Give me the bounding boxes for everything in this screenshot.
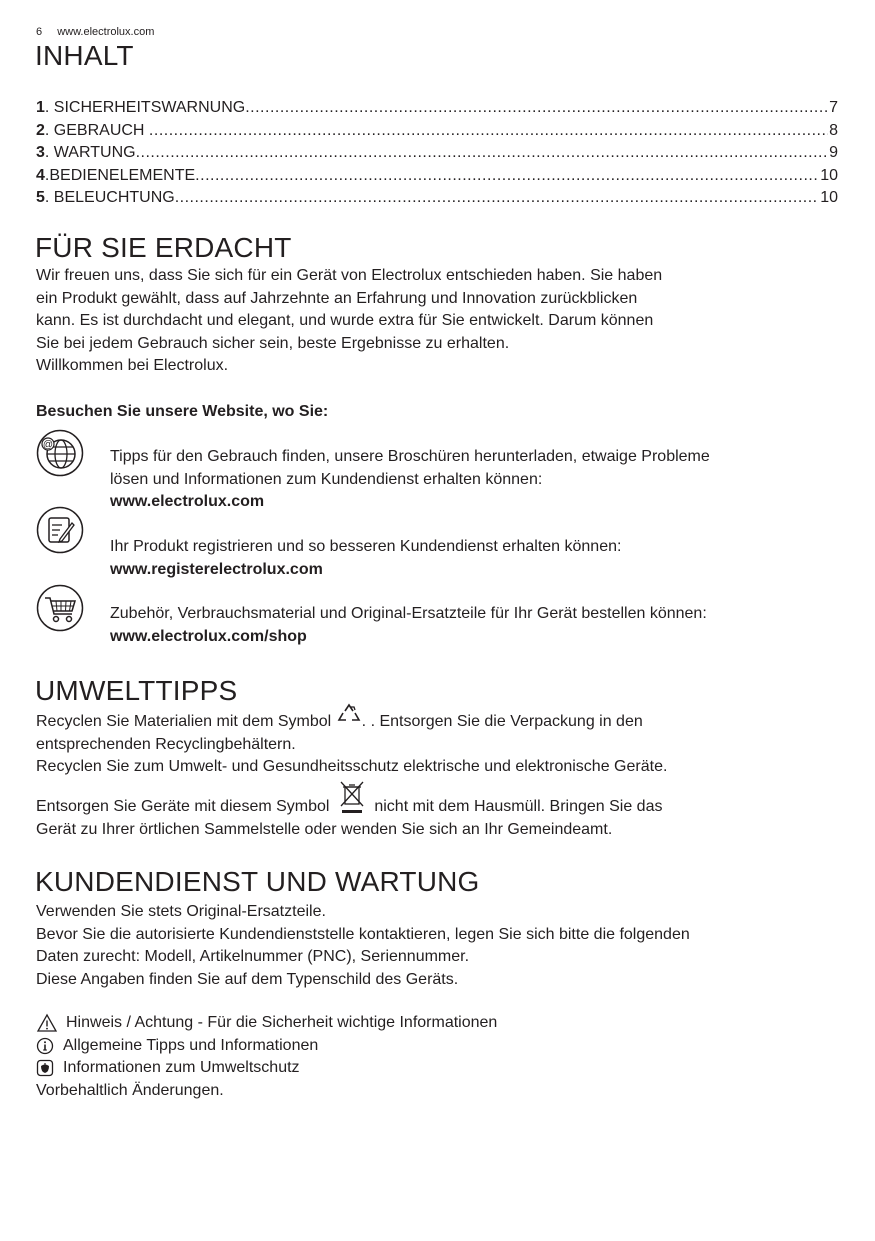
header-url[interactable]: www.electrolux.com <box>57 26 155 38</box>
note-environment: Informationen zum Umweltschutz <box>36 1057 300 1080</box>
link-register[interactable]: www.registerelectrolux.com <box>110 560 323 578</box>
toc-entry[interactable]: 4 .BEDIENELEMENTE ..... 10 <box>36 165 838 188</box>
note-info: Allgemeine Tipps und Informationen <box>36 1035 318 1058</box>
visit-heading: Besuchen Sie unsere Website, wo Sie: <box>36 403 329 420</box>
page-number: 6 <box>36 26 43 38</box>
crossed-bin-icon <box>334 781 370 815</box>
toc-entry[interactable]: 5 . BELEUCHTUNG ..... 10 <box>36 187 838 210</box>
footer-note: Vorbehaltlich Änderungen. <box>36 1082 224 1099</box>
svg-text:@: @ <box>42 439 54 451</box>
leaf-icon <box>36 1059 54 1077</box>
globe-at-icon <box>36 429 84 477</box>
visit-item-shop: Zubehör, Verbrauchsmaterial und Original-Ersatzteile für Ihr Gerät bestellen können: www.electrolux.com/shop <box>110 603 830 648</box>
recycle-icon <box>336 702 362 728</box>
info-icon <box>36 1037 54 1055</box>
page-header <box>36 26 154 38</box>
visit-item-tips: Tipps für den Gebrauch finden, unsere Broschüren herunterladen, etwaige Probleme lösen und Informationen zum Kundendienst erhalten können: www.electrolux.com <box>110 446 830 514</box>
service-title: KUNDENDIENST UND WARTUNG <box>35 866 480 897</box>
environment-recycle-text: Recyclen Sie Materialien mit dem Symbol . . Entsorgen Sie die Verpackung in den entsprechenden Recyclingbehältern. Recyclen Sie zum Umwelt- und Gesundheitsschutz elektrische und elektronische Geräte. <box>36 711 667 779</box>
contents-title: INHALT <box>35 40 134 71</box>
intro-text: Wir freuen uns, dass Sie sich für ein Gerät von Electrolux entschieden haben. Sie haben ein Produkt gewählt, dass auf Jahrzehnte an Erfahrung und Innovation zurückblicken kann. Es ist durchdacht und elegant, und wurde extra für Sie entwickelt. Darum können Sie bei jedem Gebrauch sicher sein, beste Ergebnisse zu erhalten. Willkommen bei Electrolux. <box>36 267 663 374</box>
environment-dispose-text: Entsorgen Sie Geräte mit diesem Symbol nicht mit dem Hausmüll. Bringen Sie das Gerät zu Ihrer örtlichen Sammelstelle oder wenden Sie sich an Ihr Gemeindeamt. <box>36 796 662 841</box>
service-text: Verwenden Sie stets Original-Ersatzteile. Bevor Sie die autorisierte Kundendienststelle kontaktieren, legen Sie sich bitte die folgenden Daten zurecht: Modell, Artikelnummer (PNC), Seriennummer. Diese Angaben finden Sie auf dem Typenschild des Geräts. <box>36 903 690 988</box>
note-warning: Hinweis / Achtung - Für die Sicherheit wichtige Informationen <box>36 1012 497 1035</box>
toc-entry[interactable]: 3 . WARTUNG ..... 9 <box>36 142 838 165</box>
toc-entry[interactable]: 1 . SICHERHEITSWARNUNG ..... 7 <box>36 97 838 120</box>
warning-icon <box>36 1013 58 1033</box>
register-form-icon <box>36 506 84 554</box>
link-electrolux[interactable]: www.electrolux.com <box>110 493 265 510</box>
link-shop[interactable]: www.electrolux.com/shop <box>110 627 307 645</box>
visit-item-register: Ihr Produkt registrieren und so besseren Kundendienst erhalten können: www.registerelectrolux.com <box>110 536 830 581</box>
shopping-cart-icon <box>36 584 84 632</box>
table-of-contents <box>36 97 838 210</box>
environment-title: UMWELTTIPPS <box>35 675 238 706</box>
intro-title: FÜR SIE ERDACHT <box>35 232 292 263</box>
toc-entry[interactable]: 2 . GEBRAUCH ..... 8 <box>36 120 838 143</box>
